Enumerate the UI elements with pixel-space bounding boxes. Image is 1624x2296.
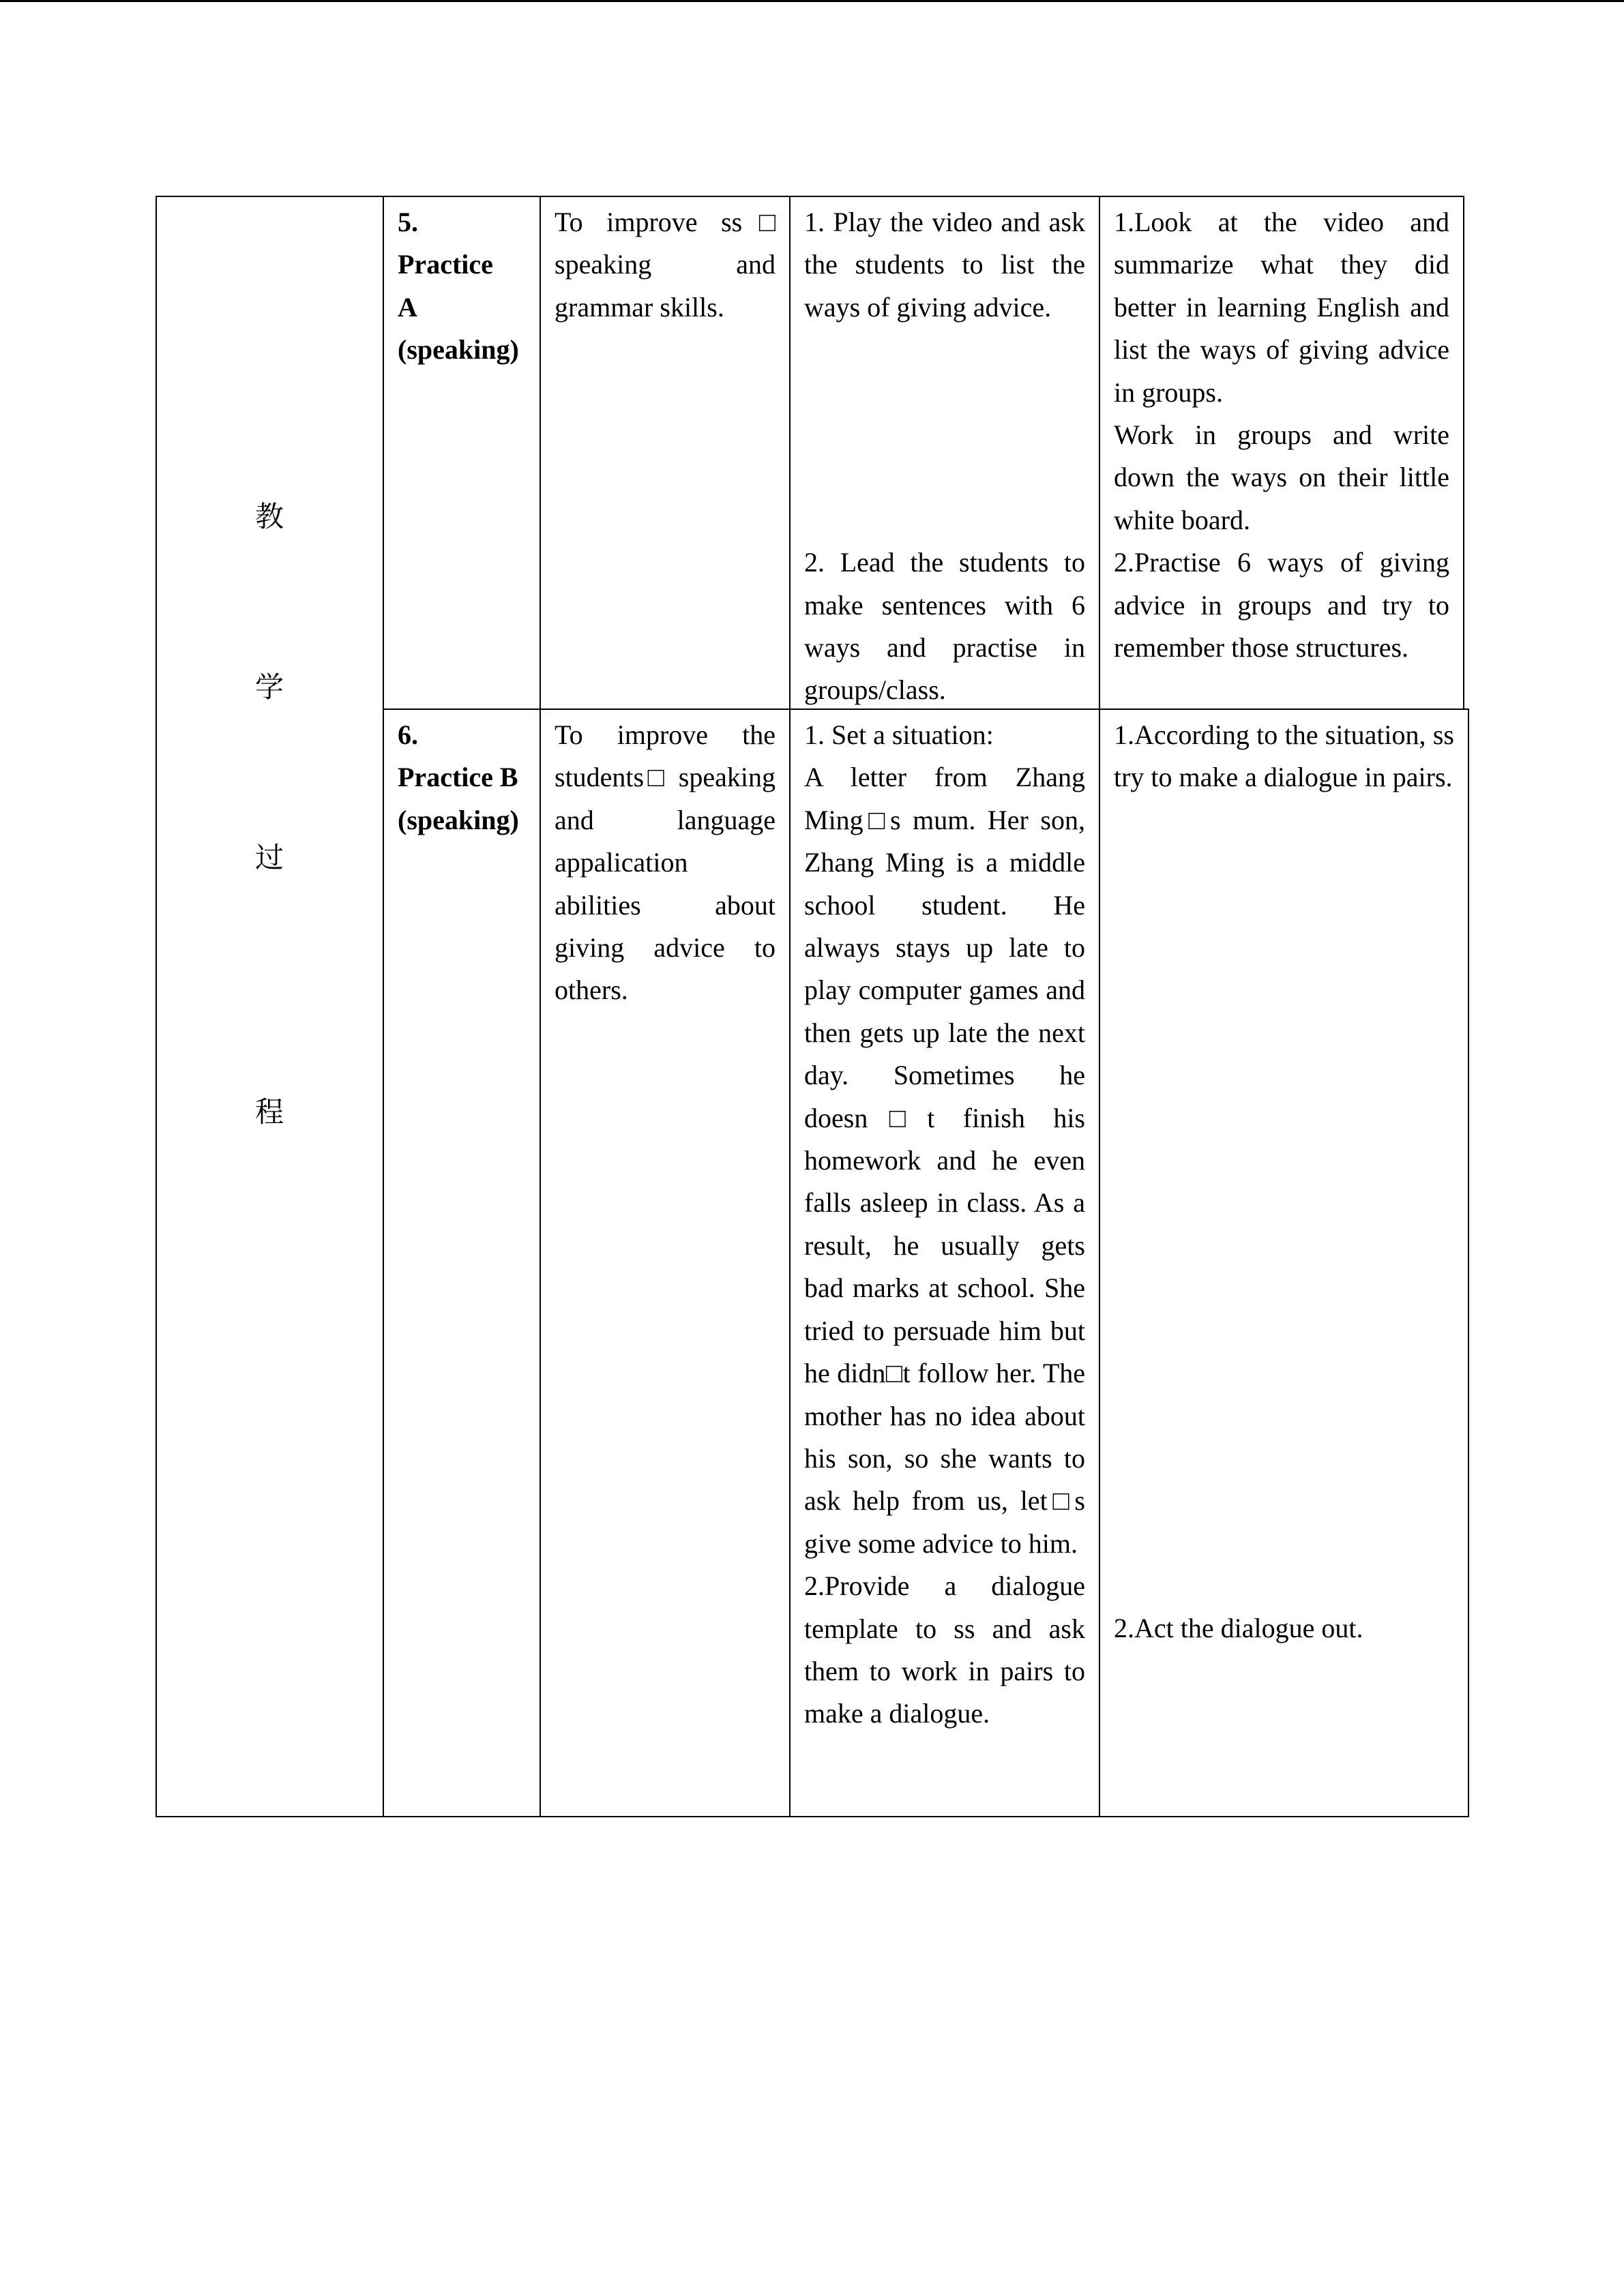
row2-student-step-1: 1.According to the situation, ss try to make a dialogue in pairs. [1114,719,1454,793]
row1-step-cell [383,196,541,710]
row2-teacher-cell [789,709,1100,1817]
row1-student-cell [1099,196,1464,710]
row1-step-line-4: (speaking) [398,334,519,366]
side-label-cell [156,196,384,1817]
top-rule [0,0,1624,2]
row1-student-step-2: 2.Practise 6 ways of giving advice in groups and try to remember those structures. [1114,547,1449,664]
side-char-2: 学 [254,670,284,704]
row2-student-cell [1099,709,1469,1817]
row1-teacher-step-2: 2. Lead the students to make sentences with 6 ways and practise in groups/class. [804,547,1085,706]
row1-teacher-cell [789,196,1100,710]
row2-step-line-2: Practice B [398,762,518,793]
row1-student-step-1: 1.Look at the video and summarize what they did better in learning English and list the ways of giving advice in groups. [1114,207,1449,408]
row1-step-line-3: A [398,291,417,323]
row2-teacher-step-1a: 1. Set a situation: [804,719,994,750]
side-char-3: 过 [254,841,284,874]
row2-step-cell [383,709,541,1817]
row2-step-line-3: (speaking) [398,804,519,835]
side-char-4: 程 [254,1095,284,1129]
row2-step-line-1: 6. [398,719,418,750]
row2-teacher-step-2: 2.Provide a dialogue template to ss and ask them to work in pairs to make a dialogue. [804,1570,1085,1729]
row1-teacher-step-1: 1. Play the video and ask the students to list the ways of giving advice. [804,207,1085,323]
row2-aim-text: To improve the students□ speaking and language appalication abilities about giving advice to others. [555,719,776,1006]
row1-step-line-1: 5. [398,207,418,237]
row2-student-step-2: 2.Act the dialogue out. [1114,1613,1363,1644]
side-char-1: 教 [254,500,284,533]
row1-step-line-2: Practice [398,249,493,280]
row2-teacher-step-1b: A letter from Zhang Ming□s mum. Her son, Zhang Ming is a middle school student. He always stays up late to play computer games and then gets up late the next day. Sometimes he doesn□t finish his homework and he even falls asleep in class. As a result, he usually gets bad marks at school. She tried to persuade him but he didn□t follow her. The mother has no idea about his son, so she wants to ask help from us, let□s give some advice to him. [804,762,1085,1559]
row1-aim-text: To improve ss□ speaking and grammar skills. [555,207,776,323]
row1-student-step-1b: Work in groups and write down the ways on their little white board. [1114,419,1449,535]
row2-aim-cell [540,709,791,1817]
row1-aim-cell [540,196,791,710]
